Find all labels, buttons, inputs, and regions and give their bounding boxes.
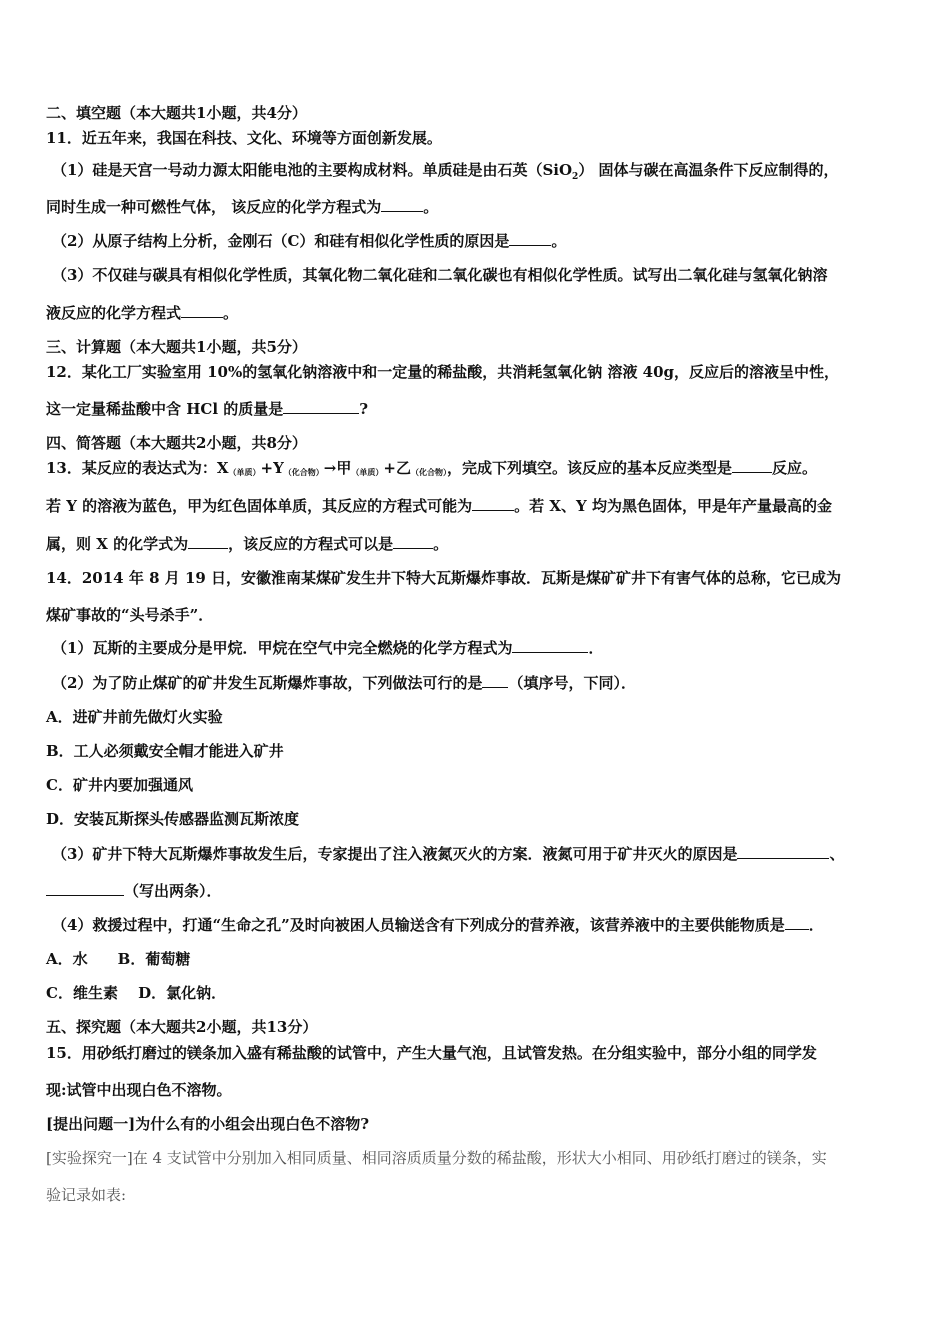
punct: ． xyxy=(588,639,604,657)
q15-experiment-1-line1: [实验探究一]在 4 支试管中分别加入相同质量、相同溶质质量分数的稀盐酸，形状大小相同、用砂纸打磨过的镁条，实 xyxy=(46,1149,827,1167)
q13-suffix: 反应。 xyxy=(771,459,817,477)
q11-part2-text: （2）从原子结构上分析，金刚石（C）和硅有相似化学性质的原因是 xyxy=(52,232,510,250)
q13-expr-yi: +乙 xyxy=(383,459,411,477)
q13-prompt-4: ，该反应的方程式可以是 xyxy=(228,535,394,553)
q11-part3-line2 xyxy=(46,303,910,323)
q14-option-c: C．矿井内要加强通风 xyxy=(46,776,193,794)
answer-blank[interactable] xyxy=(381,197,423,212)
answer-blank[interactable] xyxy=(737,844,829,859)
q13-line3 xyxy=(46,534,910,554)
q14-part4-options-2: C．维生素 D．氯化钠． xyxy=(46,984,227,1002)
q11-part1-text-cont: ） 固体与碳在高温条件下反应制得的， xyxy=(578,161,839,179)
q11-part3-line1: （3）不仅硅与碳具有相似化学性质，其氧化物二氧化硅和二氧化碳也有相似化学性质。试写出二氧化硅与氢氧化钠溶 xyxy=(52,266,828,284)
answer-blank[interactable] xyxy=(732,458,772,473)
answer-blank[interactable] xyxy=(785,915,809,930)
q11-part1-line2 xyxy=(46,197,910,217)
q14-part1-text: （1）瓦斯的主要成分是甲烷．甲烷在空气中完全燃烧的化学方程式为 xyxy=(52,639,513,657)
q11-part2 xyxy=(52,231,916,251)
answer-blank[interactable] xyxy=(188,534,228,549)
answer-blank[interactable] xyxy=(482,673,508,688)
q12-line1: 12．某化工厂实验室用 10%的氢氧化钠溶液中和一定量的稀盐酸，共消耗氢氧化钠 溶液 40g，反应后的溶液呈中性， xyxy=(46,363,840,381)
section-short-heading: 四、简答题（本大题共2小题，共8分） xyxy=(46,434,307,452)
q14-part3-suffix: （写出两条）． xyxy=(124,882,222,900)
q12-prompt: 这一定量稀盐酸中含 HCl 的质量是 xyxy=(46,400,284,418)
q14-line2: 煤矿事故的“头号杀手”． xyxy=(46,606,214,624)
section-calc-heading: 三、计算题（本大题共1小题，共5分） xyxy=(46,338,307,356)
section-explore-heading: 五、探究题（本大题共2小题，共13分） xyxy=(46,1018,318,1036)
answer-blank[interactable] xyxy=(393,534,433,549)
q13-prompt-3: 属，则 X 的化学式为 xyxy=(46,535,189,553)
q13-line2 xyxy=(46,496,910,516)
q14-option-d: D．安装瓦斯探头传感器监测瓦斯浓度 xyxy=(46,810,300,828)
q14-part2-text: （2）为了防止煤矿的矿井发生瓦斯爆炸事故，下列做法可行的是 xyxy=(52,674,483,692)
q12-line2 xyxy=(46,399,910,419)
label-compound: （化合物） xyxy=(283,467,324,477)
subscript-2: 2 xyxy=(572,172,579,182)
punct: 。 xyxy=(423,198,439,216)
answer-blank[interactable] xyxy=(46,881,124,896)
answer-blank[interactable] xyxy=(472,496,514,511)
q13-expr-x: 13．某反应的表达式为：X xyxy=(46,459,229,477)
punct: 。 xyxy=(433,535,449,553)
punct: ． xyxy=(808,916,824,934)
q11-part1-line1 xyxy=(52,160,916,187)
answer-blank[interactable] xyxy=(181,303,223,318)
q14-part1 xyxy=(52,638,916,658)
q14-option-b: B．工人必须戴安全帽才能进入矿井 xyxy=(46,742,284,760)
label-elemental: （单质） xyxy=(351,467,384,477)
q11-part1-text: （1）硅是天宫一号动力源太阳能电池的主要构成材料。单质硅是由石英（SiO xyxy=(52,161,573,179)
q14-part3-line2 xyxy=(46,881,910,901)
answer-blank[interactable] xyxy=(283,399,359,414)
label-compound: （化合物） xyxy=(410,467,447,477)
q14-line1: 14．2014 年 8 月 19 日，安徽淮南某煤矿发生井下特大瓦斯爆炸事故．瓦斯是煤矿矿井下有害气体的总称，它已成为 xyxy=(46,569,842,587)
q14-option-a: A．进矿井前先做灯火实验 xyxy=(46,708,223,726)
q11-stem: 11．近五年来，我国在科技、文化、环境等方面创新发展。 xyxy=(46,129,442,147)
punct: ? xyxy=(359,400,369,418)
q15-line2: 现:试管中出现白色不溶物。 xyxy=(46,1081,232,1099)
q14-part4-options-1: A．水 B．葡萄糖 xyxy=(46,950,191,968)
punct: 、 xyxy=(829,845,845,863)
q13-prompt-2: 若 Y 的溶液为蓝色，甲为红色固体单质，其反应的方程式可能为 xyxy=(46,497,473,515)
q15-line1: 15．用砂纸打磨过的镁条加入盛有稀盐酸的试管中，产生大量气泡，且试管发热。在分组实验中，部分小组的同学发 xyxy=(46,1044,817,1062)
q13-expr-jia: →甲 xyxy=(323,459,352,477)
q14-part2-suffix: （填序号，下同）． xyxy=(508,674,636,692)
q14-part4 xyxy=(52,915,916,935)
q13-prompt: ，完成下列填空。该反应的基本反应类型是 xyxy=(446,459,732,477)
q15-experiment-1-line2: 验记录如表: xyxy=(46,1186,127,1204)
punct: 。 xyxy=(551,232,567,250)
answer-blank[interactable] xyxy=(512,638,588,653)
section-fill-heading: 二、填空题（本大题共1小题，共4分） xyxy=(46,104,307,122)
answer-blank[interactable] xyxy=(509,231,551,246)
q13-line1 xyxy=(46,458,910,480)
q13-expr-y: +Y xyxy=(260,459,284,477)
punct: 。 xyxy=(223,304,239,322)
q14-part4-text: （4）救援过程中，打通“生命之孔”及时向被困人员输送含有下列成分的营养液，该营养液中的主要供能物质是 xyxy=(52,916,785,934)
q11-part1-prompt: 同时生成一种可燃性气体， 该反应的化学方程式为 xyxy=(46,198,382,216)
q14-part3-text: （3）矿井下特大瓦斯爆炸事故发生后，专家提出了注入液氮灭火的方案．液氮可用于矿井灭火的原因是 xyxy=(52,845,738,863)
q15-question-1: [提出问题一]为什么有的小组会出现白色不溶物? xyxy=(46,1115,369,1133)
q13-text-cont: 。若 X、Y 均为黑色固体，甲是年产量最高的金 xyxy=(514,497,832,515)
q11-part3-prompt: 液反应的化学方程式 xyxy=(46,304,182,322)
q14-part2 xyxy=(52,673,916,693)
label-elemental: （单质） xyxy=(228,467,261,477)
q14-part3-line1 xyxy=(52,844,916,864)
